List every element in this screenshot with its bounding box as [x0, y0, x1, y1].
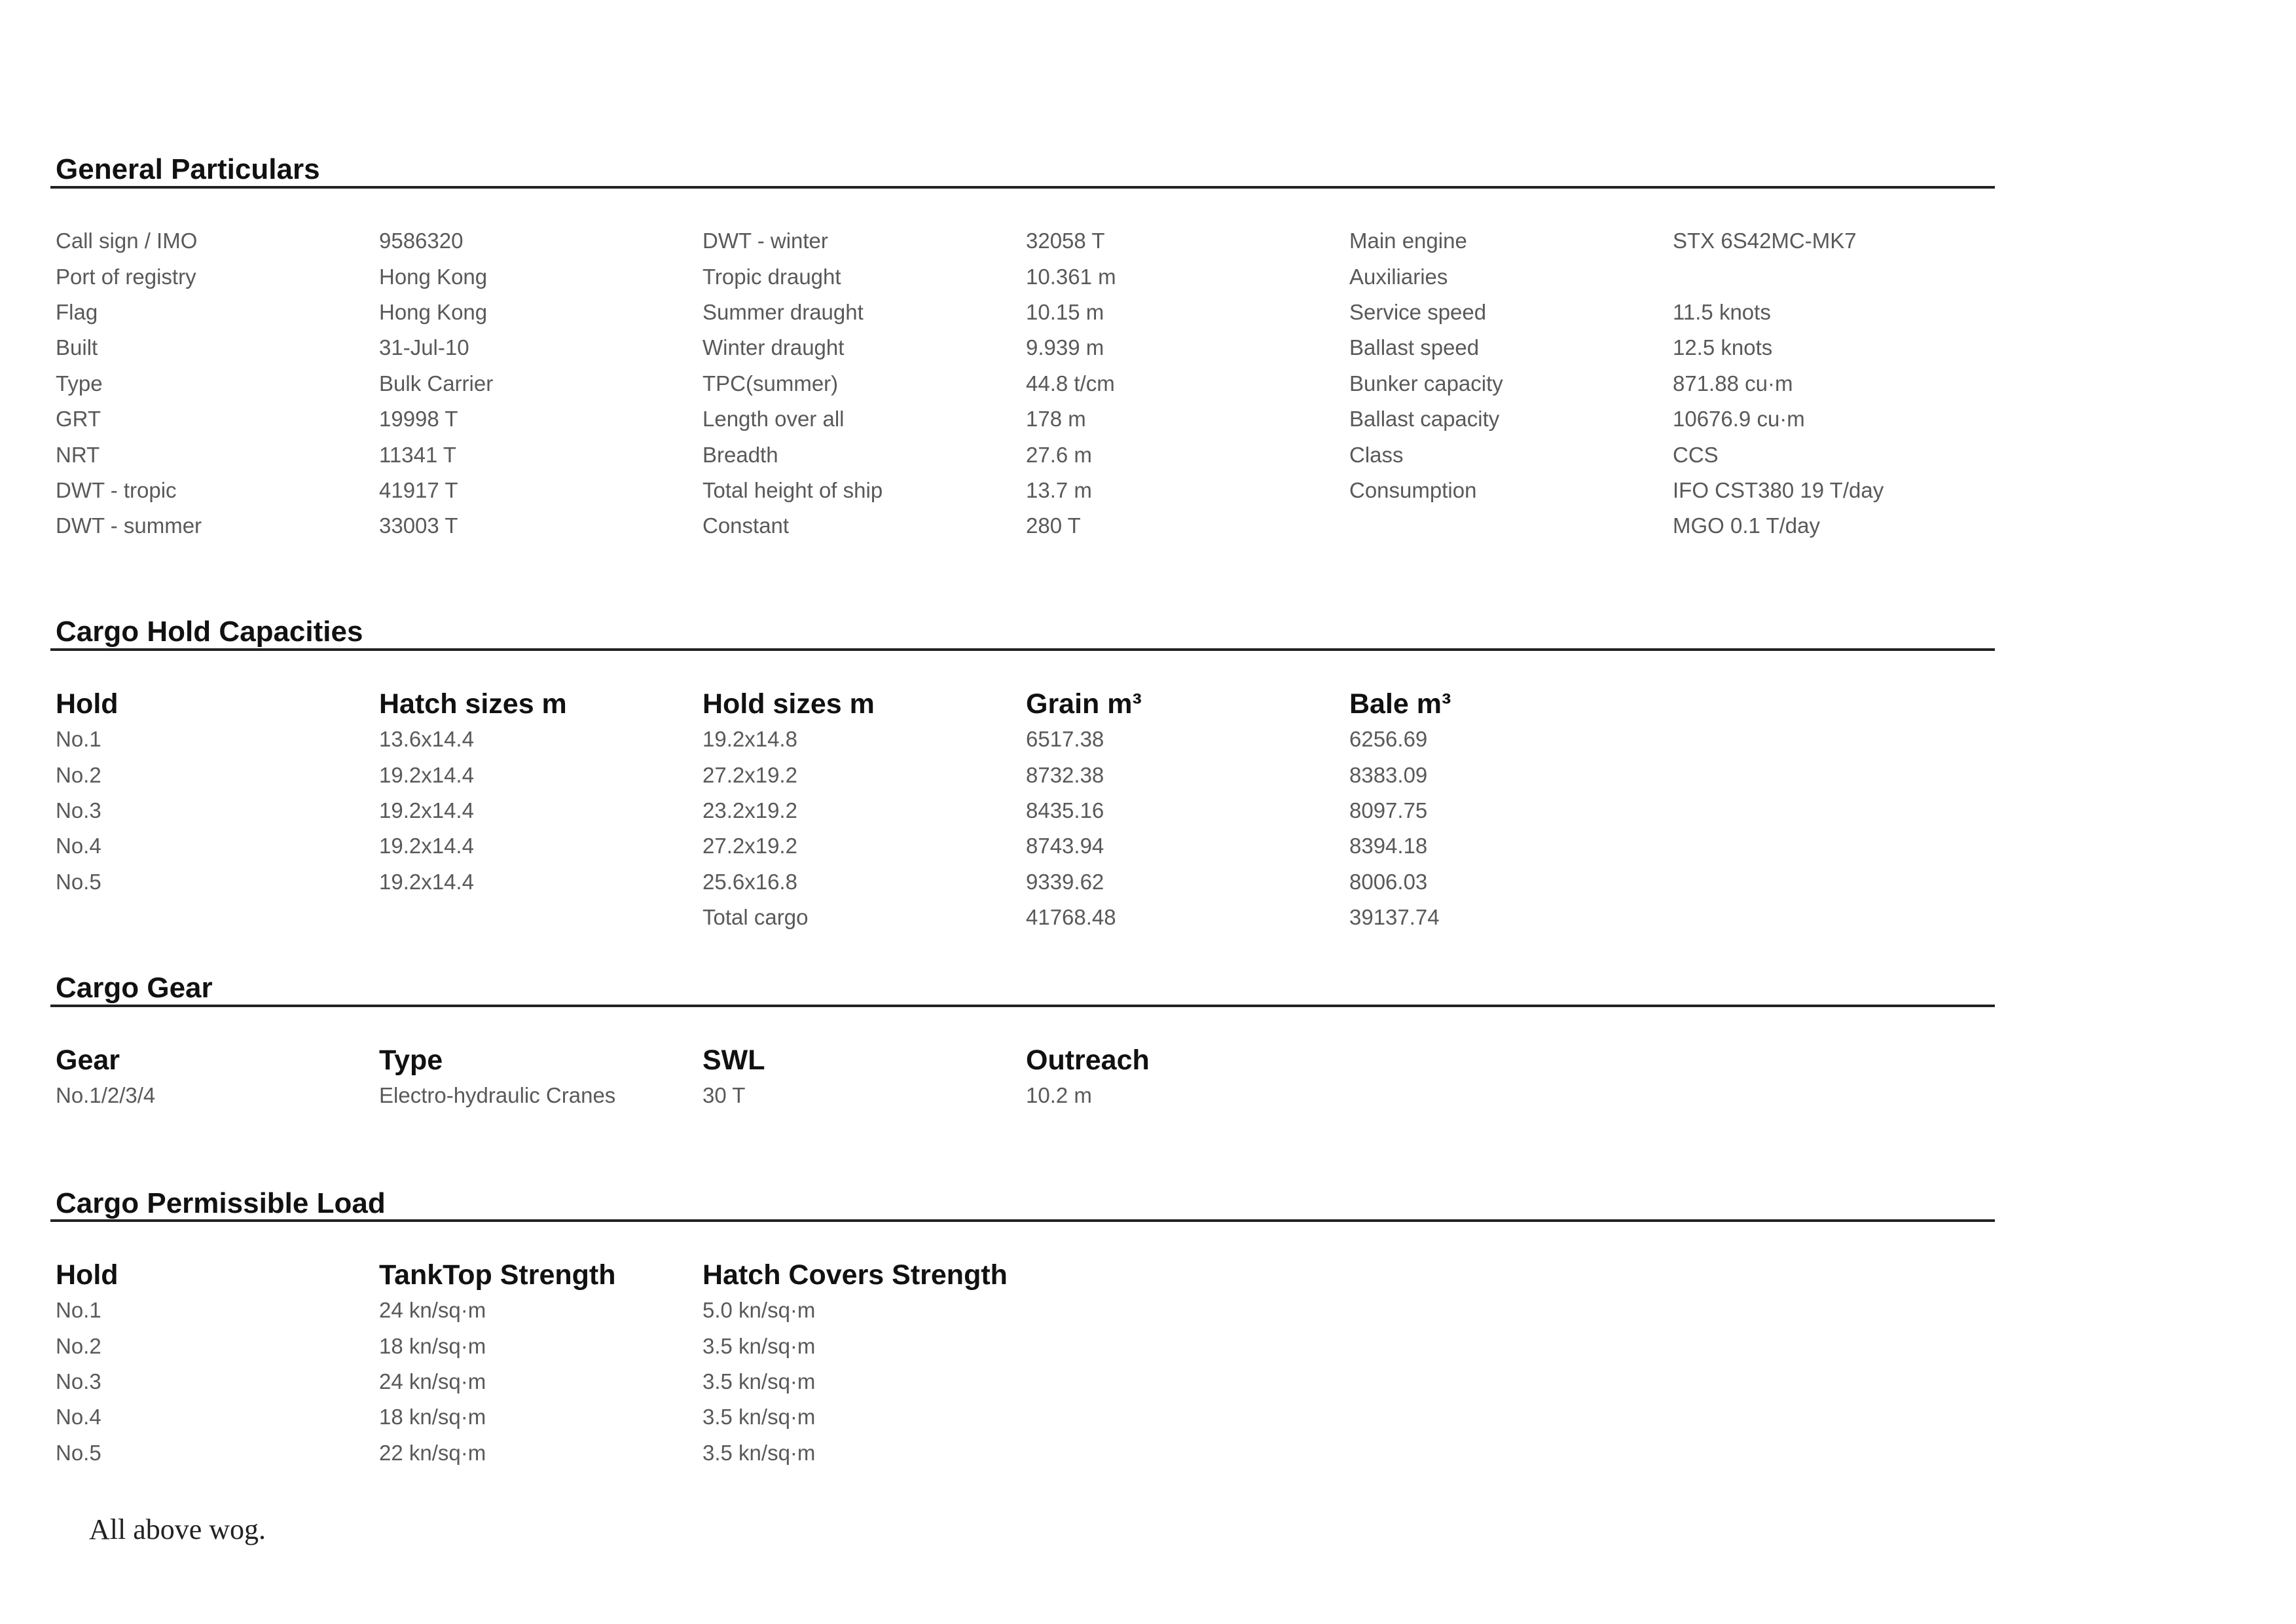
table-cell: Tropic draught — [702, 264, 841, 289]
footnote: All above wog. — [89, 1513, 266, 1545]
table-cell: 9586320 — [379, 229, 464, 253]
table-row — [56, 828, 1673, 864]
table-cell: 3.5 kn/sq·m — [702, 1405, 816, 1430]
table-cell: 27.2x19.2 — [702, 762, 797, 787]
table-cell: Ballast capacity — [1349, 407, 1500, 432]
table-cell: Flag — [56, 299, 98, 324]
table-cell: DWT - tropic — [56, 477, 177, 502]
table-cell: 19.2x14.4 — [379, 869, 474, 894]
table-header-row — [56, 686, 1673, 722]
table-cell: 19.2x14.8 — [702, 727, 797, 752]
table-cell: 10.2 m — [1026, 1083, 1092, 1108]
table-row — [56, 401, 1996, 437]
table-cell: 6256.69 — [1349, 727, 1428, 752]
table-row — [56, 793, 1673, 828]
table-cell: Service speed — [1349, 299, 1487, 324]
cargo-permissible-load-rule — [50, 1219, 1995, 1222]
table-cell: 3.5 kn/sq·m — [702, 1333, 816, 1358]
table-cell: DWT - summer — [56, 513, 202, 538]
table-header-row — [56, 1257, 1026, 1293]
table-cell: Winter draught — [702, 335, 845, 360]
column-header: Hatch Covers Strength — [702, 1259, 1008, 1291]
table-cell: 44.8 t/cm — [1026, 371, 1115, 396]
table-row — [56, 864, 1673, 900]
table-cell: 41768.48 — [1026, 905, 1116, 930]
table-cell: 30 T — [702, 1083, 746, 1108]
cargo-gear-title: Cargo Gear — [56, 972, 213, 1004]
table-row — [56, 1399, 1026, 1435]
table-cell: 3.5 kn/sq·m — [702, 1369, 816, 1393]
table-cell: STX 6S42MC-MK7 — [1673, 229, 1857, 253]
table-cell: 24 kn/sq·m — [379, 1369, 486, 1393]
table-cell: Built — [56, 335, 98, 360]
table-row — [56, 757, 1673, 792]
table-cell: 9339.62 — [1026, 869, 1104, 894]
table-cell: Class — [1349, 442, 1404, 467]
table-cell: 32058 T — [1026, 229, 1105, 253]
table-cell: Auxiliaries — [1349, 264, 1448, 289]
table-cell: No.1 — [56, 727, 101, 752]
table-row — [56, 473, 1996, 508]
table-cell: 31-Jul-10 — [379, 335, 469, 360]
general-particulars-rule — [50, 186, 1995, 189]
cargo-hold-capacities-title: Cargo Hold Capacities — [56, 616, 363, 648]
table-cell: Bunker capacity — [1349, 371, 1503, 396]
table-cell: 8394.18 — [1349, 834, 1428, 858]
column-header: Type — [379, 1044, 443, 1076]
table-cell: Ballast speed — [1349, 335, 1480, 360]
table-cell: 3.5 kn/sq·m — [702, 1440, 816, 1465]
table-cell: Type — [56, 371, 103, 396]
column-header: Outreach — [1026, 1044, 1150, 1076]
table-cell: Constant — [702, 513, 790, 538]
table-cell: 23.2x19.2 — [702, 798, 797, 822]
table-cell: IFO CST380 19 T/day — [1673, 477, 1884, 502]
table-cell: 10676.9 cu·m — [1673, 407, 1805, 432]
table-row — [56, 1435, 1026, 1471]
column-header: Hold — [56, 688, 118, 720]
table-row — [56, 437, 1996, 472]
table-cell: 19998 T — [379, 407, 458, 432]
table-cell: 12.5 knots — [1673, 335, 1773, 360]
column-header: Hold sizes m — [702, 688, 875, 720]
table-cell: No.2 — [56, 762, 101, 787]
table-cell: 27.6 m — [1026, 442, 1092, 467]
table-cell: 22 kn/sq·m — [379, 1440, 486, 1465]
column-header: Hatch sizes m — [379, 688, 567, 720]
table-row — [56, 223, 1996, 259]
general-particulars-table — [56, 223, 1996, 544]
table-cell: 11341 T — [379, 442, 457, 467]
table-cell: 25.6x16.8 — [702, 869, 797, 894]
table-cell: 8097.75 — [1349, 798, 1428, 822]
table-cell: 8383.09 — [1349, 762, 1428, 787]
table-cell: 5.0 kn/sq·m — [702, 1298, 816, 1323]
table-cell: Electro-hydraulic Cranes — [379, 1083, 616, 1108]
table-row — [56, 1328, 1026, 1363]
table-cell: 41917 T — [379, 477, 458, 502]
table-cell: No.4 — [56, 834, 101, 858]
table-cell: 19.2x14.4 — [379, 798, 474, 822]
table-cell: CCS — [1673, 442, 1719, 467]
table-cell: Main engine — [1349, 229, 1467, 253]
table-cell: No.5 — [56, 869, 101, 894]
table-header-row — [56, 1043, 1349, 1078]
table-cell: Hong Kong — [379, 264, 488, 289]
table-cell: 18 kn/sq·m — [379, 1333, 486, 1358]
table-cell: 8743.94 — [1026, 834, 1104, 858]
table-row — [56, 508, 1996, 544]
general-particulars-title: General Particulars — [56, 153, 320, 185]
cargo-permissible-load-title: Cargo Permissible Load — [56, 1187, 386, 1219]
column-header: TankTop Strength — [379, 1259, 616, 1291]
column-header: SWL — [702, 1044, 765, 1076]
table-row — [56, 295, 1996, 330]
table-cell: Consumption — [1349, 477, 1477, 502]
table-cell: 6517.38 — [1026, 727, 1104, 752]
table-cell: Hong Kong — [379, 299, 488, 324]
table-cell: No.1 — [56, 1298, 101, 1323]
table-row — [56, 1078, 1349, 1113]
table-row — [56, 330, 1996, 365]
table-cell: 13.6x14.4 — [379, 727, 474, 752]
table-cell: Total height of ship — [702, 477, 883, 502]
table-row — [56, 1293, 1026, 1328]
table-cell: Breadth — [702, 442, 778, 467]
table-row — [56, 366, 1996, 401]
table-cell: Call sign / IMO — [56, 229, 198, 253]
table-row — [56, 900, 1673, 935]
column-header: Gear — [56, 1044, 120, 1076]
column-header: Hold — [56, 1259, 118, 1291]
table-cell: MGO 0.1 T/day — [1673, 513, 1820, 538]
table-cell: 9.939 m — [1026, 335, 1104, 360]
table-cell: 10.361 m — [1026, 264, 1116, 289]
table-cell: Bulk Carrier — [379, 371, 494, 396]
table-cell: Port of registry — [56, 264, 196, 289]
table-cell: 27.2x19.2 — [702, 834, 797, 858]
table-cell: NRT — [56, 442, 100, 467]
table-cell: 24 kn/sq·m — [379, 1298, 486, 1323]
table-cell: 33003 T — [379, 513, 458, 538]
table-cell: 178 m — [1026, 407, 1086, 432]
table-cell: 280 T — [1026, 513, 1081, 538]
cargo-gear-table — [56, 1043, 1349, 1113]
table-cell: No.4 — [56, 1405, 101, 1430]
table-cell: 8732.38 — [1026, 762, 1104, 787]
cargo-permissible-load-table — [56, 1257, 1026, 1471]
table-cell: 19.2x14.4 — [379, 834, 474, 858]
table-cell: GRT — [56, 407, 101, 432]
table-cell: 10.15 m — [1026, 299, 1104, 324]
table-cell: 11.5 knots — [1673, 299, 1771, 324]
table-row — [56, 722, 1673, 757]
table-cell: 8006.03 — [1349, 869, 1428, 894]
table-row — [56, 1364, 1026, 1399]
column-header: Bale m³ — [1349, 688, 1451, 720]
table-cell: 39137.74 — [1349, 905, 1440, 930]
table-cell: 19.2x14.4 — [379, 762, 474, 787]
table-cell: 871.88 cu·m — [1673, 371, 1793, 396]
table-cell: 13.7 m — [1026, 477, 1092, 502]
table-cell: No.3 — [56, 798, 101, 822]
cargo-gear-rule — [50, 1005, 1995, 1007]
table-cell: Length over all — [702, 407, 845, 432]
table-cell: No.5 — [56, 1440, 101, 1465]
cargo-hold-capacities-rule — [50, 648, 1995, 651]
table-row — [56, 259, 1996, 294]
cargo-hold-capacities-table — [56, 686, 1673, 935]
table-cell: Total cargo — [702, 905, 809, 930]
table-cell: DWT - winter — [702, 229, 828, 253]
table-cell: TPC(summer) — [702, 371, 839, 396]
table-cell: No.2 — [56, 1333, 101, 1358]
table-cell: No.3 — [56, 1369, 101, 1393]
table-cell: No.1/2/3/4 — [56, 1083, 156, 1108]
table-cell: 8435.16 — [1026, 798, 1104, 822]
column-header: Grain m³ — [1026, 688, 1142, 720]
table-cell: Summer draught — [702, 299, 864, 324]
table-cell: 18 kn/sq·m — [379, 1405, 486, 1430]
